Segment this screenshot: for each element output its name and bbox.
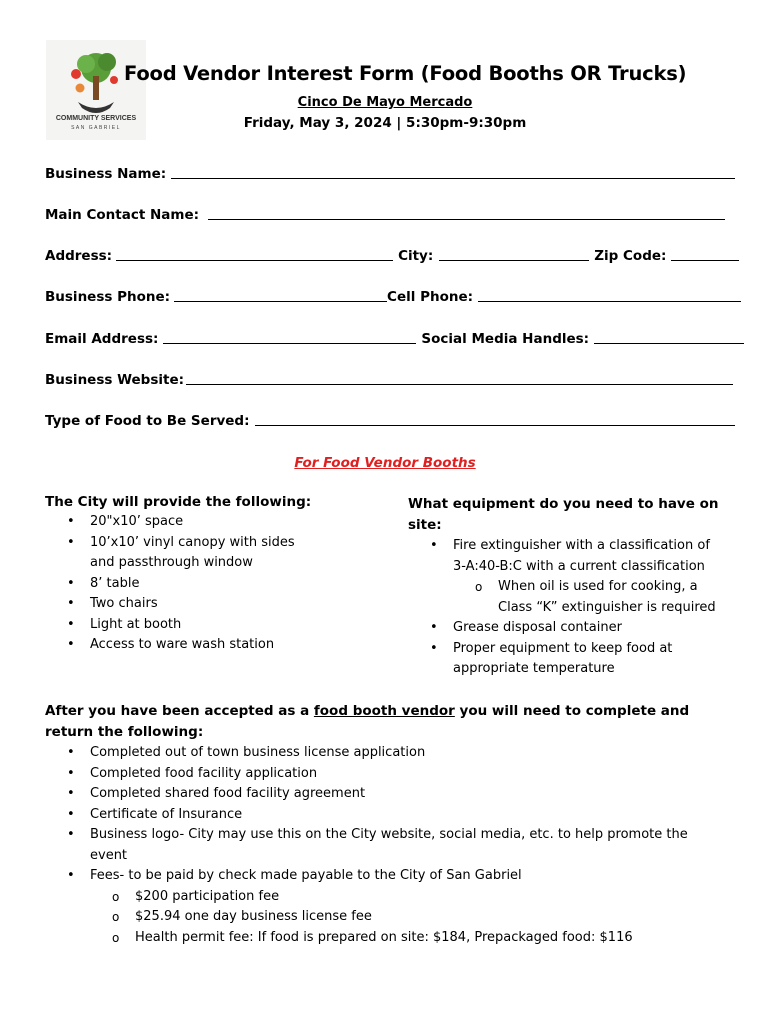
list-item: • Access to ware wash station bbox=[45, 635, 365, 656]
main-contact-field[interactable] bbox=[45, 207, 725, 223]
zip-label: Zip Code: bbox=[594, 248, 667, 264]
business-phone-label: Business Phone: bbox=[45, 289, 171, 305]
fee-item: o $25.94 one day business license fee bbox=[90, 907, 735, 928]
cell-phone-line[interactable] bbox=[478, 300, 741, 302]
equipment-heading: What equipment do you need to have on site: bbox=[408, 496, 719, 533]
main-contact-label: Main Contact Name: bbox=[45, 207, 200, 223]
list-item: • 8’ table bbox=[45, 574, 365, 595]
fee-item: o $200 participation fee bbox=[90, 887, 735, 908]
list-item: • Two chairs bbox=[45, 594, 365, 615]
city-provides-heading: The City will provide the following: bbox=[45, 494, 312, 510]
list-item bbox=[45, 866, 735, 948]
city-line[interactable] bbox=[439, 259, 589, 261]
list-item: • 20"x10’ space bbox=[45, 512, 365, 533]
equipment-column bbox=[408, 494, 728, 680]
business-name-line[interactable] bbox=[171, 177, 735, 179]
business-name-field[interactable] bbox=[45, 166, 735, 182]
food-type-line[interactable] bbox=[255, 424, 735, 426]
event-date: Friday, May 3, 2024 | 5:30pm-9:30pm bbox=[243, 115, 527, 131]
list-item: • Completed shared food facility agreement bbox=[45, 784, 735, 805]
phone-row bbox=[45, 289, 741, 305]
list-item: • Light at booth bbox=[45, 615, 365, 636]
email-line[interactable] bbox=[163, 342, 416, 344]
main-contact-line[interactable] bbox=[208, 218, 725, 220]
page-title: Food Vendor Interest Form (Food Booths OR Trucks) bbox=[124, 62, 687, 85]
section-title: For Food Vendor Booths bbox=[294, 455, 476, 471]
website-line[interactable] bbox=[186, 383, 733, 385]
after-acceptance-section bbox=[45, 701, 735, 948]
logo-text-1: COMMUNITY SERVICES bbox=[55, 115, 137, 122]
sub-list-item: o When oil is used for cooking, a Class “K” extinguisher is required bbox=[453, 577, 723, 618]
equipment-item-1: Fire extinguisher with a classification of 3-A:40-B:C with a current classification bbox=[453, 538, 710, 574]
email-label: Email Address: bbox=[45, 331, 159, 347]
social-label: Social Media Handles: bbox=[421, 331, 590, 347]
after-heading bbox=[45, 701, 735, 743]
after-tail: you will need to complete and return the following: bbox=[45, 703, 690, 740]
list-item: • 10’x10’ vinyl canopy with sides and passthrough window bbox=[45, 533, 322, 574]
after-link-text: food booth vendor bbox=[313, 703, 455, 719]
business-phone-line[interactable] bbox=[174, 300, 387, 302]
address-row bbox=[45, 248, 739, 264]
fees-item: Fees- to be paid by check made payable to the City of San Gabriel bbox=[90, 868, 522, 883]
after-lead: After you have been accepted as a bbox=[45, 703, 314, 719]
food-type-label: Type of Food to Be Served: bbox=[45, 413, 250, 429]
website-label: Business Website: bbox=[45, 372, 185, 388]
list-item bbox=[408, 536, 718, 618]
event-name: Cinco De Mayo Mercado bbox=[297, 95, 473, 110]
city-provides-column bbox=[45, 494, 365, 656]
address-line[interactable] bbox=[116, 259, 393, 261]
list-item: • Certificate of Insurance bbox=[45, 805, 735, 826]
website-field[interactable] bbox=[45, 372, 733, 388]
list-item: • Completed food facility application bbox=[45, 764, 735, 785]
cell-phone-label: Cell Phone: bbox=[387, 289, 474, 305]
list-item: • Grease disposal container bbox=[408, 618, 728, 639]
address-label: Address: bbox=[45, 248, 113, 264]
fee-item: o Health permit fee: If food is prepared on site: $184, Prepackaged food: $116 bbox=[90, 928, 735, 949]
zip-line[interactable] bbox=[671, 259, 739, 261]
social-line[interactable] bbox=[594, 342, 744, 344]
email-row bbox=[45, 331, 744, 347]
list-item: • Proper equipment to keep food at appropriate temperature bbox=[408, 639, 693, 680]
food-type-field[interactable] bbox=[45, 413, 735, 429]
list-item: • Business logo- City may use this on the City website, social media, etc. to help promote the event bbox=[45, 825, 710, 866]
city-label: City: bbox=[398, 248, 434, 264]
list-item: • Completed out of town business license application bbox=[45, 743, 735, 764]
logo-text-2: SAN GABRIEL bbox=[71, 125, 121, 131]
business-name-label: Business Name: bbox=[45, 166, 167, 182]
